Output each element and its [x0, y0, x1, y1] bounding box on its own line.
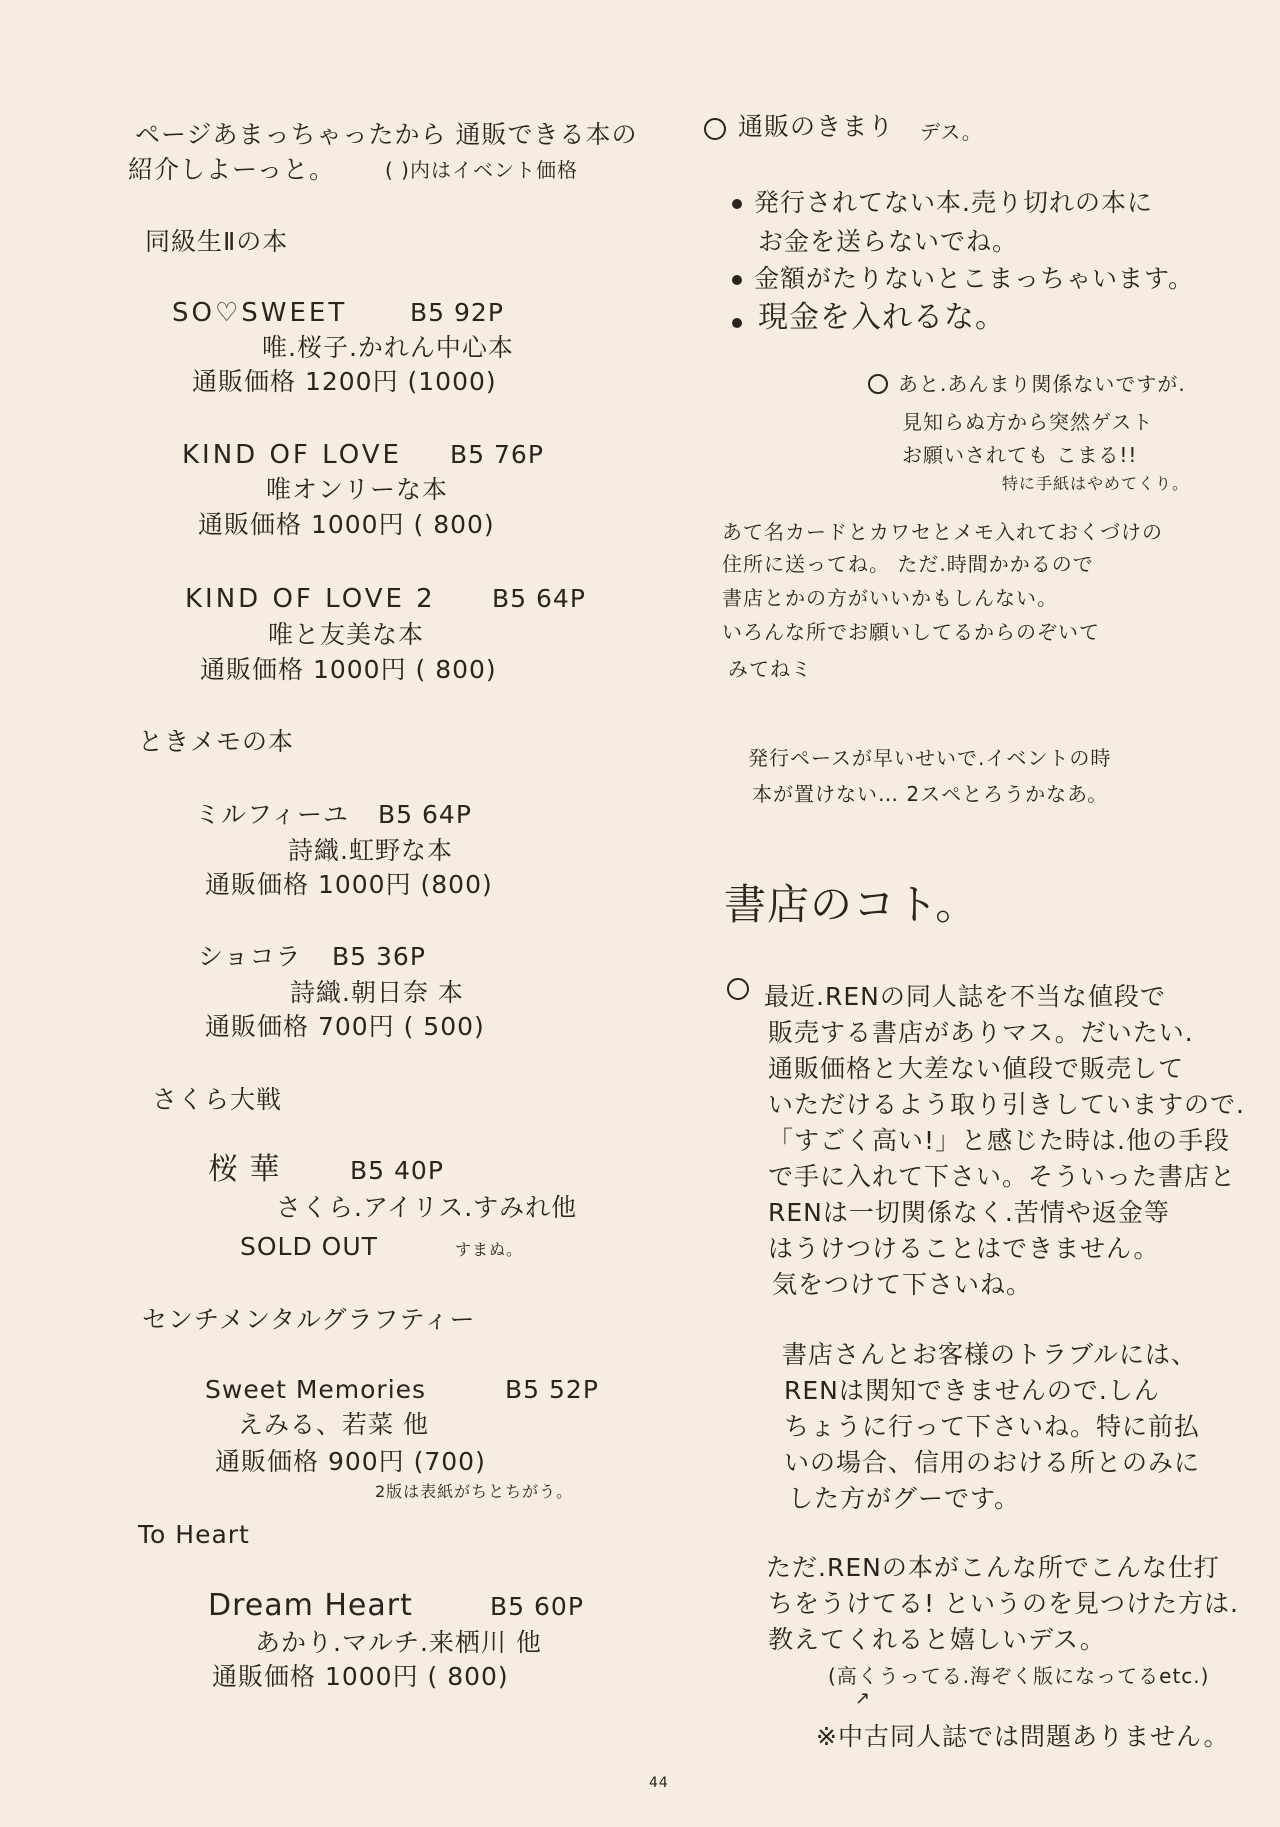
- bookstore-para1-line: 販売する書店がありマス。だいたい.: [768, 1018, 1194, 1047]
- book-note: すまぬ。: [455, 1240, 524, 1259]
- page-number: 44: [649, 1775, 669, 1791]
- bookstore-para1-line: 通販価格と大差ない値段で販売して: [768, 1054, 1185, 1083]
- book-format: B5 92P: [410, 298, 504, 327]
- book-title: ショコラ: [198, 942, 302, 971]
- arrow-up-icon: ↗: [855, 1688, 871, 1709]
- aside-line: 見知らぬ方から突然ゲスト: [902, 410, 1154, 434]
- bullet-icon: [732, 318, 742, 328]
- book-description: 詩織.朝日奈 本: [290, 978, 464, 1007]
- section-heading: 同級生Ⅱの本: [145, 227, 289, 256]
- rules-heading: 通販のきまり: [738, 112, 895, 141]
- pace-line: 発行ペースが早いせいで.イベントの時: [748, 746, 1112, 770]
- section-heading: さくら大戦: [152, 1085, 283, 1114]
- rules-item: 発行されてない本.売り切れの本に: [754, 188, 1153, 217]
- bookstore-para1-line: 最近.RENの同人誌を不当な値段で: [764, 982, 1166, 1011]
- book-description: 唯と友美な本: [268, 620, 425, 649]
- aside-line: お願いされても こまる!!: [902, 443, 1138, 467]
- book-status: SOLD OUT: [240, 1232, 378, 1261]
- rules-item: 現金を入れるな。: [758, 300, 1006, 335]
- book-description: えみる、若菜 他: [238, 1410, 429, 1439]
- book-price: 通販価格 1000円 ( 800): [200, 655, 497, 684]
- book-format: B5 60P: [490, 1592, 584, 1621]
- intro-event-price-note: ( )内はイベント価格: [385, 158, 578, 182]
- book-title: Sweet Memories: [205, 1375, 427, 1404]
- bookstore-para3-line: ただ.RENの本がこんな所でこんな仕打: [766, 1553, 1220, 1582]
- book-price: 通販価格 700円 ( 500): [205, 1012, 485, 1041]
- book-price: 通販価格 1200円 (1000): [192, 367, 497, 396]
- book-title: ミルフィーユ: [195, 800, 350, 829]
- bullet-icon: [732, 275, 742, 285]
- book-format: B5 64P: [492, 584, 586, 613]
- intro-line-2: 紹介しよーっと。: [128, 155, 336, 184]
- rules-heading-suffix: デス。: [920, 120, 983, 144]
- bookstore-heading: 書店のコト。: [724, 880, 979, 929]
- bookstore-para1-line: で手に入れて下さい。そういった書店と: [768, 1162, 1237, 1191]
- bookstore-para2-line: した方がグーです。: [788, 1484, 1021, 1513]
- bookstore-para2-line: いの場合、信用のおける所とのみに: [784, 1448, 1201, 1477]
- bookstore-para2-line: ちょうに行って下さいね。特に前払: [784, 1412, 1201, 1441]
- section-heading: To Heart: [138, 1520, 250, 1549]
- mailing-line: あて名カードとカワセとメモ入れておくづけの: [722, 520, 1163, 544]
- book-price: 通販価格 1000円 ( 800): [198, 510, 495, 539]
- book-format: B5 64P: [378, 800, 472, 829]
- book-price: 通販価格 1000円 (800): [205, 870, 493, 899]
- book-format: B5 40P: [350, 1156, 444, 1185]
- bookstore-para3-line: ちをうけてる! というのを見つけた方は.: [768, 1589, 1239, 1618]
- smiley-icon: [727, 978, 749, 1000]
- bullet-icon: [732, 199, 742, 209]
- mailing-line: いろんな所でお願いしてるからのぞいて: [722, 620, 1100, 644]
- book-format: B5 52P: [505, 1375, 599, 1404]
- book-note: 2版は表紙がちとちがう。: [375, 1482, 574, 1501]
- bookstore-para3-line: 教えてくれると嬉しいデス。: [768, 1625, 1106, 1654]
- section-heading: センチメンタルグラフティー: [142, 1305, 476, 1334]
- smiley-icon: [868, 374, 888, 394]
- mailing-line: 書店とかの方がいいかもしんない。: [722, 586, 1058, 610]
- book-title: KIND OF LOVE: [182, 440, 402, 470]
- book-description: 唯オンリーな本: [266, 475, 449, 504]
- bookstore-para1-line: 気をつけて下さいね。: [772, 1270, 1033, 1299]
- book-price: 通販価格 900円 (700): [215, 1447, 486, 1476]
- book-description: 詩織.虹野な本: [288, 836, 453, 865]
- rules-item: 金額がたりないとこまっちゃいます。: [754, 264, 1195, 293]
- pace-line: 本が置けない… 2スペとろうかなあ。: [752, 782, 1109, 806]
- intro-line-1: ページあまっちゃったから 通販できる本の: [135, 120, 638, 149]
- book-format: B5 36P: [332, 942, 426, 971]
- book-format: B5 76P: [450, 440, 544, 469]
- aside-line: 特に手紙はやめてくり。: [1002, 474, 1190, 493]
- mailing-line: みてねミ: [728, 657, 812, 681]
- bookstore-para2-line: 書店さんとお客様のトラブルには、: [782, 1340, 1198, 1369]
- book-description: あかり.マルチ.来栖川 他: [255, 1628, 542, 1657]
- book-title: KIND OF LOVE 2: [185, 584, 436, 614]
- bookstore-para1-line: はうけつけることはできません。: [768, 1234, 1160, 1263]
- bookstore-note: ※中古同人誌では問題ありません。: [816, 1722, 1230, 1751]
- smiley-icon: [704, 118, 726, 140]
- book-title: SO♡SWEET: [172, 298, 348, 328]
- aside-line: あと.あんまり関係ないですが.: [898, 372, 1186, 396]
- book-title: 桜 華: [208, 1152, 281, 1187]
- book-description: さくら.アイリス.すみれ他: [276, 1193, 578, 1222]
- book-price: 通販価格 1000円 ( 800): [212, 1662, 509, 1691]
- bookstore-para1-line: いただけるよう取り引きしていますので.: [768, 1090, 1245, 1119]
- mailing-line: 住所に送ってね。 ただ.時間かかるので: [722, 552, 1094, 576]
- bookstore-example: (高くうってる.海ぞく版になってるetc.): [828, 1664, 1210, 1688]
- rules-item: お金を送らないでね。: [758, 227, 1019, 256]
- book-description: 唯.桜子.かれん中心本: [262, 333, 514, 362]
- bookstore-para1-line: 「すごく高い!」と感じた時は.他の手段: [768, 1126, 1230, 1155]
- bookstore-para1-line: RENは一切関係なく.苦情や返金等: [768, 1198, 1170, 1227]
- section-heading: ときメモの本: [138, 727, 295, 756]
- book-title: Dream Heart: [208, 1588, 413, 1623]
- bookstore-para2-line: RENは関知できませんので.しん: [784, 1376, 1160, 1405]
